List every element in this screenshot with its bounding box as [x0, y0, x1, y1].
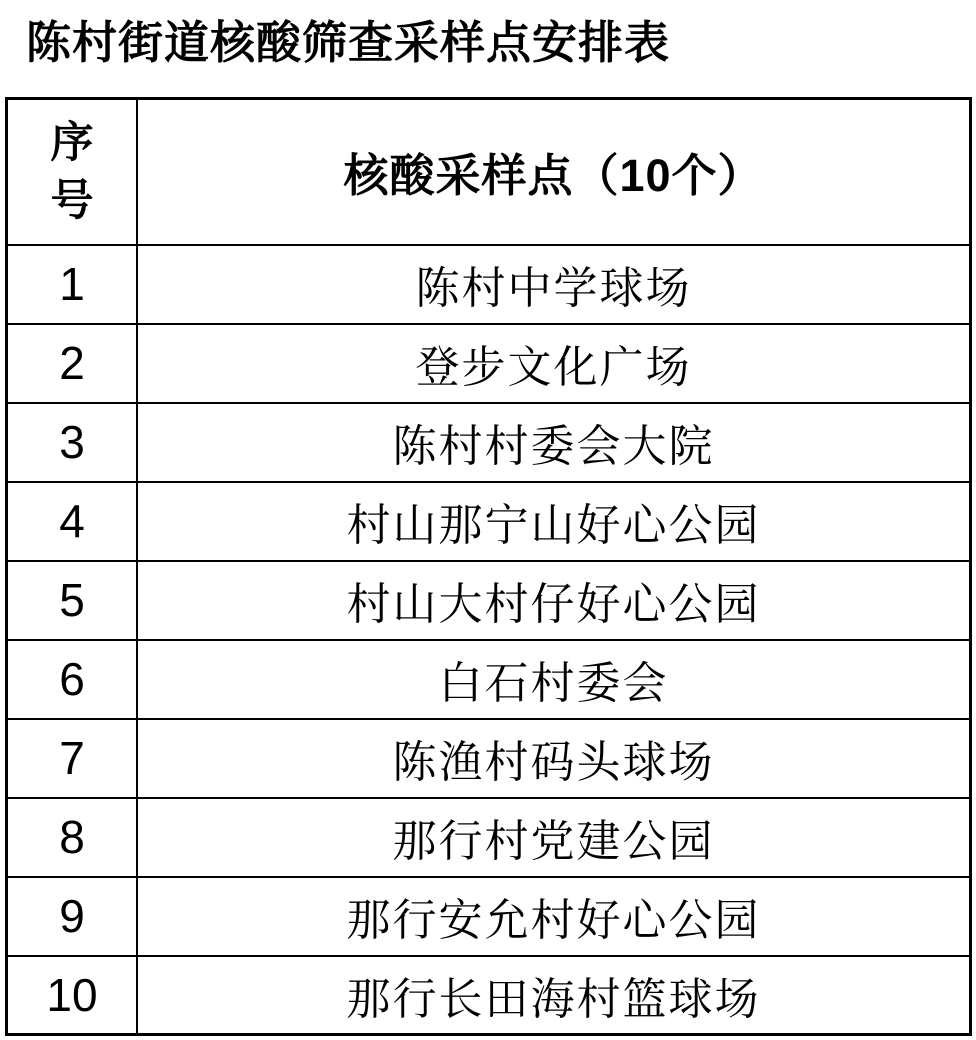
sampling-table	[5, 97, 972, 1036]
site-name: 陈村中学球场	[137, 245, 971, 324]
row-number: 5	[7, 561, 138, 640]
table-row	[7, 956, 971, 1035]
table-row	[7, 640, 971, 719]
page-title: 陈村街道核酸筛查采样点安排表	[26, 17, 671, 68]
site-name: 白石村委会	[137, 640, 971, 719]
site-name: 那行长田海村篮球场	[137, 956, 971, 1035]
row-number: 1	[7, 245, 138, 324]
table-row	[7, 877, 971, 956]
site-name: 陈村村委会大院	[137, 403, 971, 482]
table-row	[7, 561, 971, 640]
table-row	[7, 482, 971, 561]
row-number: 8	[7, 798, 138, 877]
row-number: 10	[7, 956, 138, 1035]
row-number: 6	[7, 640, 138, 719]
table-header-row	[7, 99, 971, 245]
header-cell-site: 核酸采样点（10个）	[137, 99, 971, 245]
header-number-label-line1: 序	[50, 118, 94, 167]
table-row	[7, 324, 971, 403]
site-name: 那行安允村好心公园	[137, 877, 971, 956]
row-number: 4	[7, 482, 138, 561]
site-name: 那行村党建公园	[137, 798, 971, 877]
table-row	[7, 403, 971, 482]
row-number: 9	[7, 877, 138, 956]
table-row	[7, 798, 971, 877]
table-row	[7, 245, 971, 324]
row-number: 2	[7, 324, 138, 403]
site-name: 村山那宁山好心公园	[137, 482, 971, 561]
row-number: 3	[7, 403, 138, 482]
header-number-label-line2: 号	[50, 176, 94, 225]
site-name: 陈渔村码头球场	[137, 719, 971, 798]
header-cell-number	[7, 99, 138, 245]
site-name: 登步文化广场	[137, 324, 971, 403]
table-row	[7, 719, 971, 798]
row-number: 7	[7, 719, 138, 798]
site-name: 村山大村仔好心公园	[137, 561, 971, 640]
